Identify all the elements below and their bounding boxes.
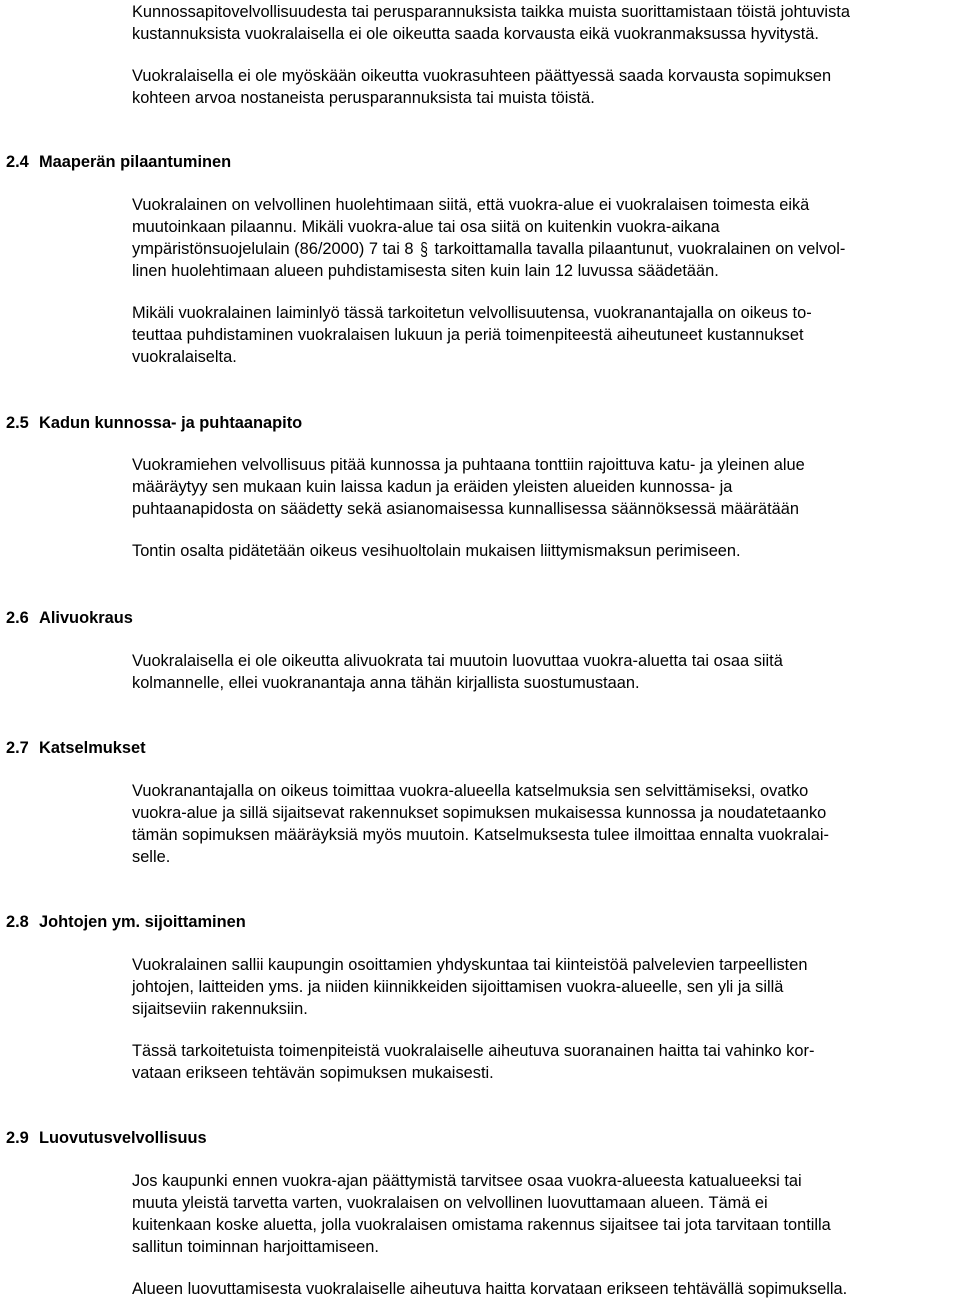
text-line: Vuokralainen on velvollinen huolehtimaan siitä, että vuokra-alue ei vuokralaisen toimesta eikä	[132, 196, 810, 214]
text-line: sijaitseviin rakennuksiin.	[132, 999, 308, 1018]
text-line: sallitun toiminnan harjoittamiseen.	[132, 1237, 379, 1256]
section-number: 2.6	[6, 609, 29, 627]
section-title: Kadun kunnossa- ja puhtaanapito	[39, 414, 303, 432]
text-line	[132, 239, 947, 261]
section-number: 2.8	[6, 913, 29, 931]
section-title: Katselmukset	[39, 739, 146, 757]
section-2-5-paragraph-2	[132, 541, 947, 563]
section-2-9-paragraph-2	[132, 1279, 947, 1301]
text-fragment: tarkoittamalla tavalla pilaantunut, vuokralainen on velvol-	[434, 239, 846, 258]
text-line: vataan erikseen tehtävän sopimuksen mukaisesti.	[132, 1063, 494, 1082]
text-line: Tässä tarkoitetuista toimenpiteistä vuokralaiselle aiheutuva suoranainen haitta tai vahinko kor-	[132, 1042, 815, 1060]
section-title: Maaperän pilaantuminen	[39, 153, 232, 171]
section-2-9-paragraph-1	[132, 1171, 947, 1259]
text-line: Vuokralainen sallii kaupungin osoittamien yhdyskuntaa tai kiinteistöä palvelevien tarpeellisten	[132, 956, 808, 974]
section-number: 2.5	[6, 414, 29, 432]
text-line: Vuokranantajalla on oikeus toimittaa vuokra-alueella katselmuksia sen selvittämiseksi, ovatko	[132, 782, 809, 800]
section-heading-2-4	[6, 151, 231, 173]
section-sign: §	[420, 237, 428, 260]
text-line: Vuokralaisella ei ole oikeutta alivuokrata tai muutoin luovuttaa vuokra-aluetta tai osaa siitä	[132, 652, 783, 670]
text-line: teuttaa puhdistaminen vuokralaisen lukuun ja periä toimenpiteestä aiheutuneet kustannukset	[132, 325, 804, 344]
text-line: Kunnossapitovelvollisuudesta tai perusparannuksista taikka muista suorittamistaan töistä johtuvista	[132, 3, 850, 21]
text-line: vuokra-alue ja sillä sijaitsevat rakennukset sopimuksen mukaisessa kunnossa ja noudatetaanko	[132, 803, 827, 822]
section-title: Alivuokraus	[39, 609, 133, 627]
section-2-4-paragraph-1	[132, 195, 947, 283]
text-line: Jos kaupunki ennen vuokra-ajan päättymistä tarvitsee osaa vuokra-alueesta katualueeksi tai	[132, 1172, 802, 1190]
section-title: Luovutusvelvollisuus	[39, 1129, 207, 1147]
text-line: kuitenkaan koske aluetta, jolla vuokralaisen omistama rakennus sijaitsee tai jota tarvitaan tontilla	[132, 1215, 831, 1234]
text-line: linen huolehtimaan alueen puhdistamisesta siten kuin lain 12 luvussa säädetään.	[132, 261, 719, 280]
section-heading-2-8	[6, 911, 246, 933]
section-2-7-paragraph-1	[132, 781, 947, 869]
text-line: muuta yleistä tarvetta varten, vuokralaisen on velvollinen luovuttamaan alueen. Tämä ei	[132, 1193, 768, 1212]
text-line: selle.	[132, 847, 171, 866]
section-2-8-paragraph-2	[132, 1041, 947, 1085]
section-number: 2.7	[6, 739, 29, 757]
section-number: 2.9	[6, 1129, 29, 1147]
text-fragment: ympäristönsuojelulain (86/2000) 7 tai 8	[132, 239, 414, 258]
section-2-4-paragraph-2	[132, 303, 947, 369]
section-2-5-paragraph-1	[132, 455, 947, 521]
section-heading-2-7	[6, 737, 146, 759]
section-2-6-paragraph-1	[132, 651, 947, 695]
text-line: Mikäli vuokralainen laiminlyö tässä tarkoitetun velvollisuutensa, vuokranantajalla on oikeus to-	[132, 304, 812, 322]
section-heading-2-6	[6, 607, 133, 629]
text-line: kustannuksista vuokralaisella ei ole oikeutta saada korvausta eikä vuokranmaksussa hyvitystä.	[132, 24, 819, 43]
text-line: Vuokralaisella ei ole myöskään oikeutta vuokrasuhteen päättyessä saada korvausta sopimuksen	[132, 67, 832, 85]
intro-paragraph-2	[132, 66, 947, 110]
text-line: kohteen arvoa nostaneista perusparannuksista tai muista töistä.	[132, 88, 595, 107]
text-line: vuokralaiselta.	[132, 347, 237, 366]
text-line: johtojen, laitteiden yms. ja niiden kiinnikkeiden sijoittamisen vuokra-alueelle, sen yli ja sillä	[132, 977, 784, 996]
text-line: puhtaanapidosta on säädetty sekä asianomaisessa kunnallisessa säännöksessä määrätään	[132, 499, 799, 518]
text-line: kolmannelle, ellei vuokranantaja anna tähän kirjallista suostumustaan.	[132, 673, 640, 692]
text-line: Tontin osalta pidätetään oikeus vesihuoltolain mukaisen liittymismaksun perimiseen.	[132, 542, 741, 560]
text-line: Alueen luovuttamisesta vuokralaiselle aiheutuva haitta korvataan erikseen tehtävällä sopimuksella.	[132, 1280, 848, 1298]
text-line: Vuokramiehen velvollisuus pitää kunnossa ja puhtaana tonttiin rajoittuva katu- ja yleinen alue	[132, 456, 805, 474]
text-line: muutoinkaan pilaannu. Mikäli vuokra-alue tai osa siitä on kuitenkin vuokra-aikana	[132, 217, 720, 236]
text-line: tämän sopimuksen määräyksiä myös muutoin. Katselmuksesta tulee ilmoittaa ennalta vuokralai-	[132, 825, 829, 844]
text-line: määräytyy sen mukaan kuin laissa kadun ja eräiden yleisten alueiden kunnossa- ja	[132, 477, 733, 496]
section-heading-2-9	[6, 1127, 207, 1149]
section-2-8-paragraph-1	[132, 955, 947, 1021]
intro-paragraph-1	[132, 2, 947, 46]
section-title: Johtojen ym. sijoittaminen	[39, 913, 246, 931]
section-heading-2-5	[6, 412, 302, 434]
section-number: 2.4	[6, 153, 29, 171]
